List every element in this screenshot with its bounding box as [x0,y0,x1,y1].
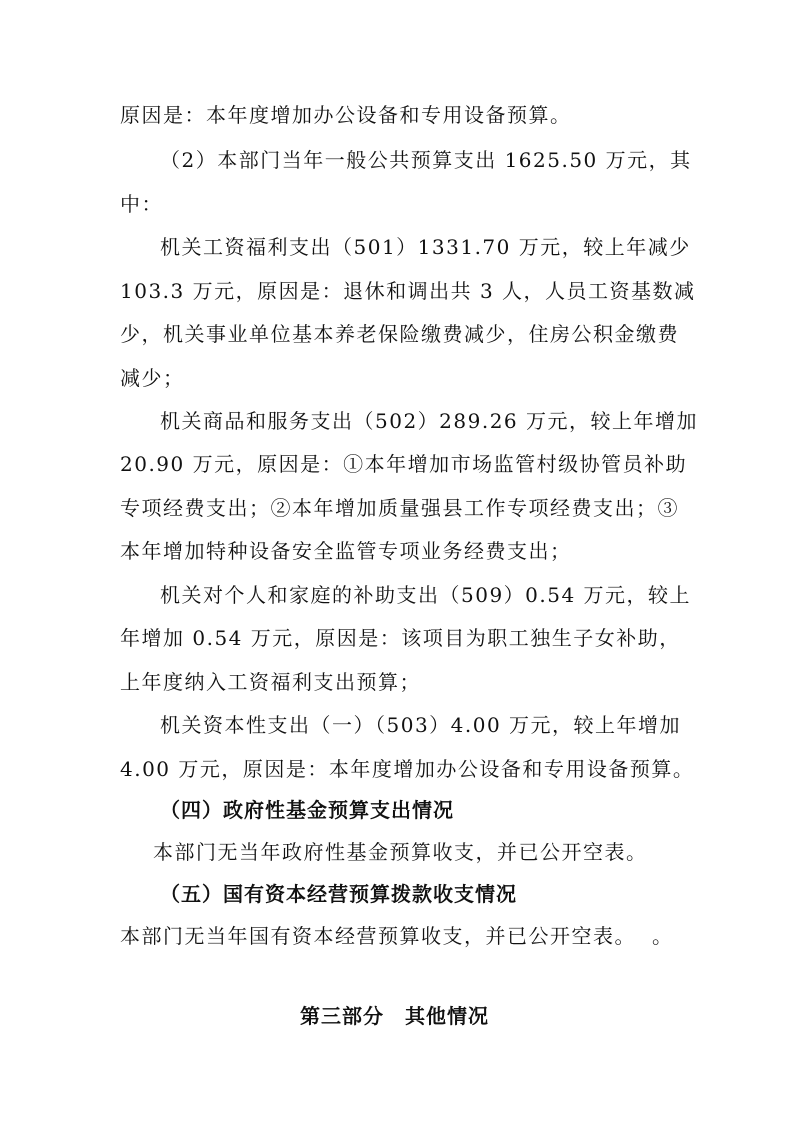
paragraph-line: 减少； [120,366,185,390]
paragraph-line: 4.00 万元，原因是：本年度增加办公设备和专用设备预算。 [120,757,695,781]
section-heading: （四）政府性基金预算支出情况 [160,798,454,822]
paragraph-line: 年增加 0.54 万元，原因是：该项目为职工独生子女补助， [120,626,681,650]
paragraph-line: 103.3 万元，原因是：退休和调出共 3 人，人员工资基数减 [120,279,696,303]
stray-punctuation: 。 [652,924,674,948]
paragraph-line: 本部门无当年政府性基金预算收支，并已公开空表。 [153,840,648,864]
part-title: 第三部分 其他情况 [300,1004,489,1028]
paragraph-line: 机关资本性支出（一）（503）4.00 万元，较上年增加 [160,713,682,737]
paragraph-line: 机关商品和服务支出（502）289.26 万元，较上年增加 [160,409,699,433]
paragraph-line: 上年度纳入工资福利支出预算； [120,670,421,694]
section-heading: （五）国有资本经营预算拨款收支情况 [160,882,517,906]
paragraph-line: 专项经费支出；②本年增加质量强县工作专项经费支出；③ [120,496,679,520]
paragraph-line: 20.90 万元，原因是：①本年增加市场监管村级协管员补助 [120,452,688,476]
paragraph-line: 原因是：本年度增加办公设备和专用设备预算。 [120,103,572,127]
paragraph-line: 少，机关事业单位基本养老保险缴费减少，住房公积金缴费 [120,322,679,346]
paragraph-line: 本部门无当年国有资本经营预算收支，并已公开空表。 [120,924,636,948]
paragraph-line: 机关对个人和家庭的补助支出（509）0.54 万元，较上 [160,583,692,607]
paragraph-line: 机关工资福利支出（501）1331.70 万元，较上年减少 [160,235,691,259]
paragraph-line: （2）本部门当年一般公共预算支出 1625.50 万元，其 [160,148,692,172]
paragraph-line: 中： [120,192,163,216]
paragraph-line: 本年增加特种设备安全监管专项业务经费支出； [120,539,572,563]
